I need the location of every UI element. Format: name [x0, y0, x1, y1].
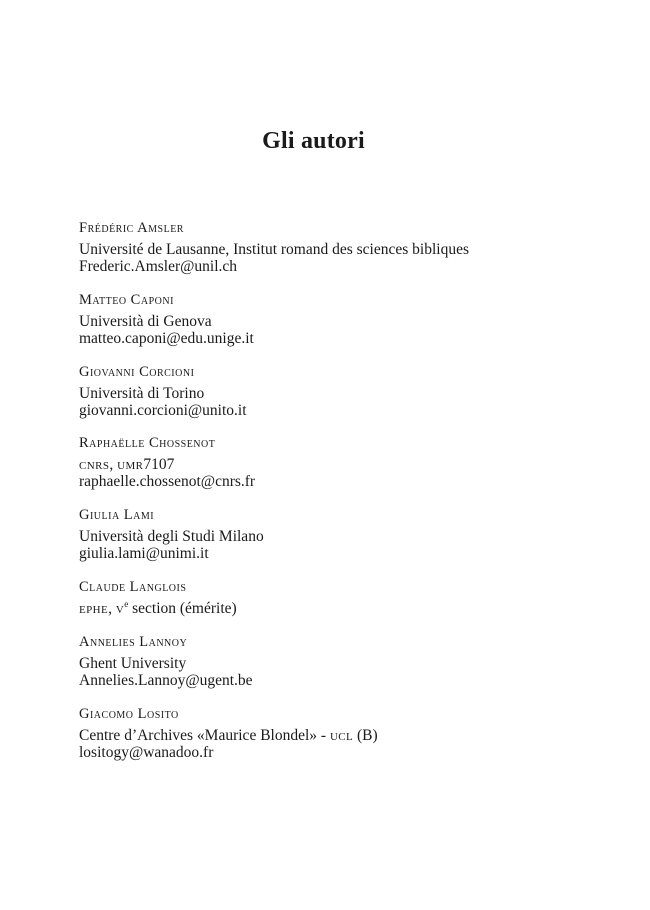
author-entry — [79, 634, 599, 689]
author-affiliation: Università di Torino — [79, 384, 205, 402]
author-entry — [79, 507, 599, 562]
author-affiliation: Ghent University — [79, 654, 187, 672]
author-entry — [79, 292, 599, 347]
author-name: Giovanni Corcioni — [79, 363, 195, 380]
affiliation-rest: section (émérite) — [128, 599, 237, 617]
author-entry — [79, 220, 599, 275]
affiliation-org: ucl — [329, 726, 354, 744]
author-email: lositogy@wanadoo.fr — [79, 743, 214, 761]
page-title: Gli autori — [262, 128, 365, 154]
author-email: giulia.lami@unimi.it — [79, 545, 209, 563]
author-entry — [79, 364, 599, 419]
author-entry — [79, 579, 599, 617]
author-name: Claude Langlois — [79, 578, 187, 595]
author-entry — [79, 435, 599, 490]
affiliation-org: ephe — [79, 599, 109, 617]
author-name: Giulia Lami — [79, 507, 155, 524]
affiliation-org: cnrs — [79, 456, 110, 474]
author-affiliation: Université de Lausanne, Institut romand des sciences bibliques — [79, 241, 469, 258]
affiliation-roman-numeral: v — [115, 599, 125, 617]
author-name: Matteo Caponi — [79, 291, 174, 308]
author-list — [79, 220, 599, 777]
author-email: matteo.caponi@edu.unige.it — [79, 329, 254, 347]
affiliation-prefix: Centre d’Archives «Maurice Blondel» - — [79, 726, 330, 744]
affiliation-code: 7107 — [143, 456, 175, 474]
author-affiliation: Università degli Studi Milano — [79, 528, 264, 546]
author-email: giovanni.corcioni@unito.it — [79, 401, 247, 419]
affiliation-separator: , — [109, 456, 118, 474]
author-name: Giacomo Losito — [79, 705, 179, 722]
affiliation-separator: , — [108, 599, 116, 617]
author-email: raphaelle.chossenot@cnrs.fr — [79, 473, 256, 491]
author-affiliation — [79, 600, 599, 617]
author-name: Frédéric Amsler — [79, 220, 184, 236]
author-name: Raphaëlle Chossenot — [79, 435, 216, 452]
affiliation-unit: umr — [117, 456, 144, 474]
author-name: Annelies Lannoy — [79, 633, 188, 650]
author-email: Frederic.Amsler@unil.ch — [79, 258, 238, 275]
author-entry — [79, 706, 599, 761]
affiliation-superscript: e — [124, 598, 129, 609]
affiliation-suffix: (B) — [353, 726, 378, 744]
author-affiliation — [79, 456, 599, 473]
author-affiliation — [79, 727, 599, 744]
author-email: Annelies.Lannoy@ugent.be — [79, 671, 253, 689]
author-affiliation: Università di Genova — [79, 312, 212, 330]
